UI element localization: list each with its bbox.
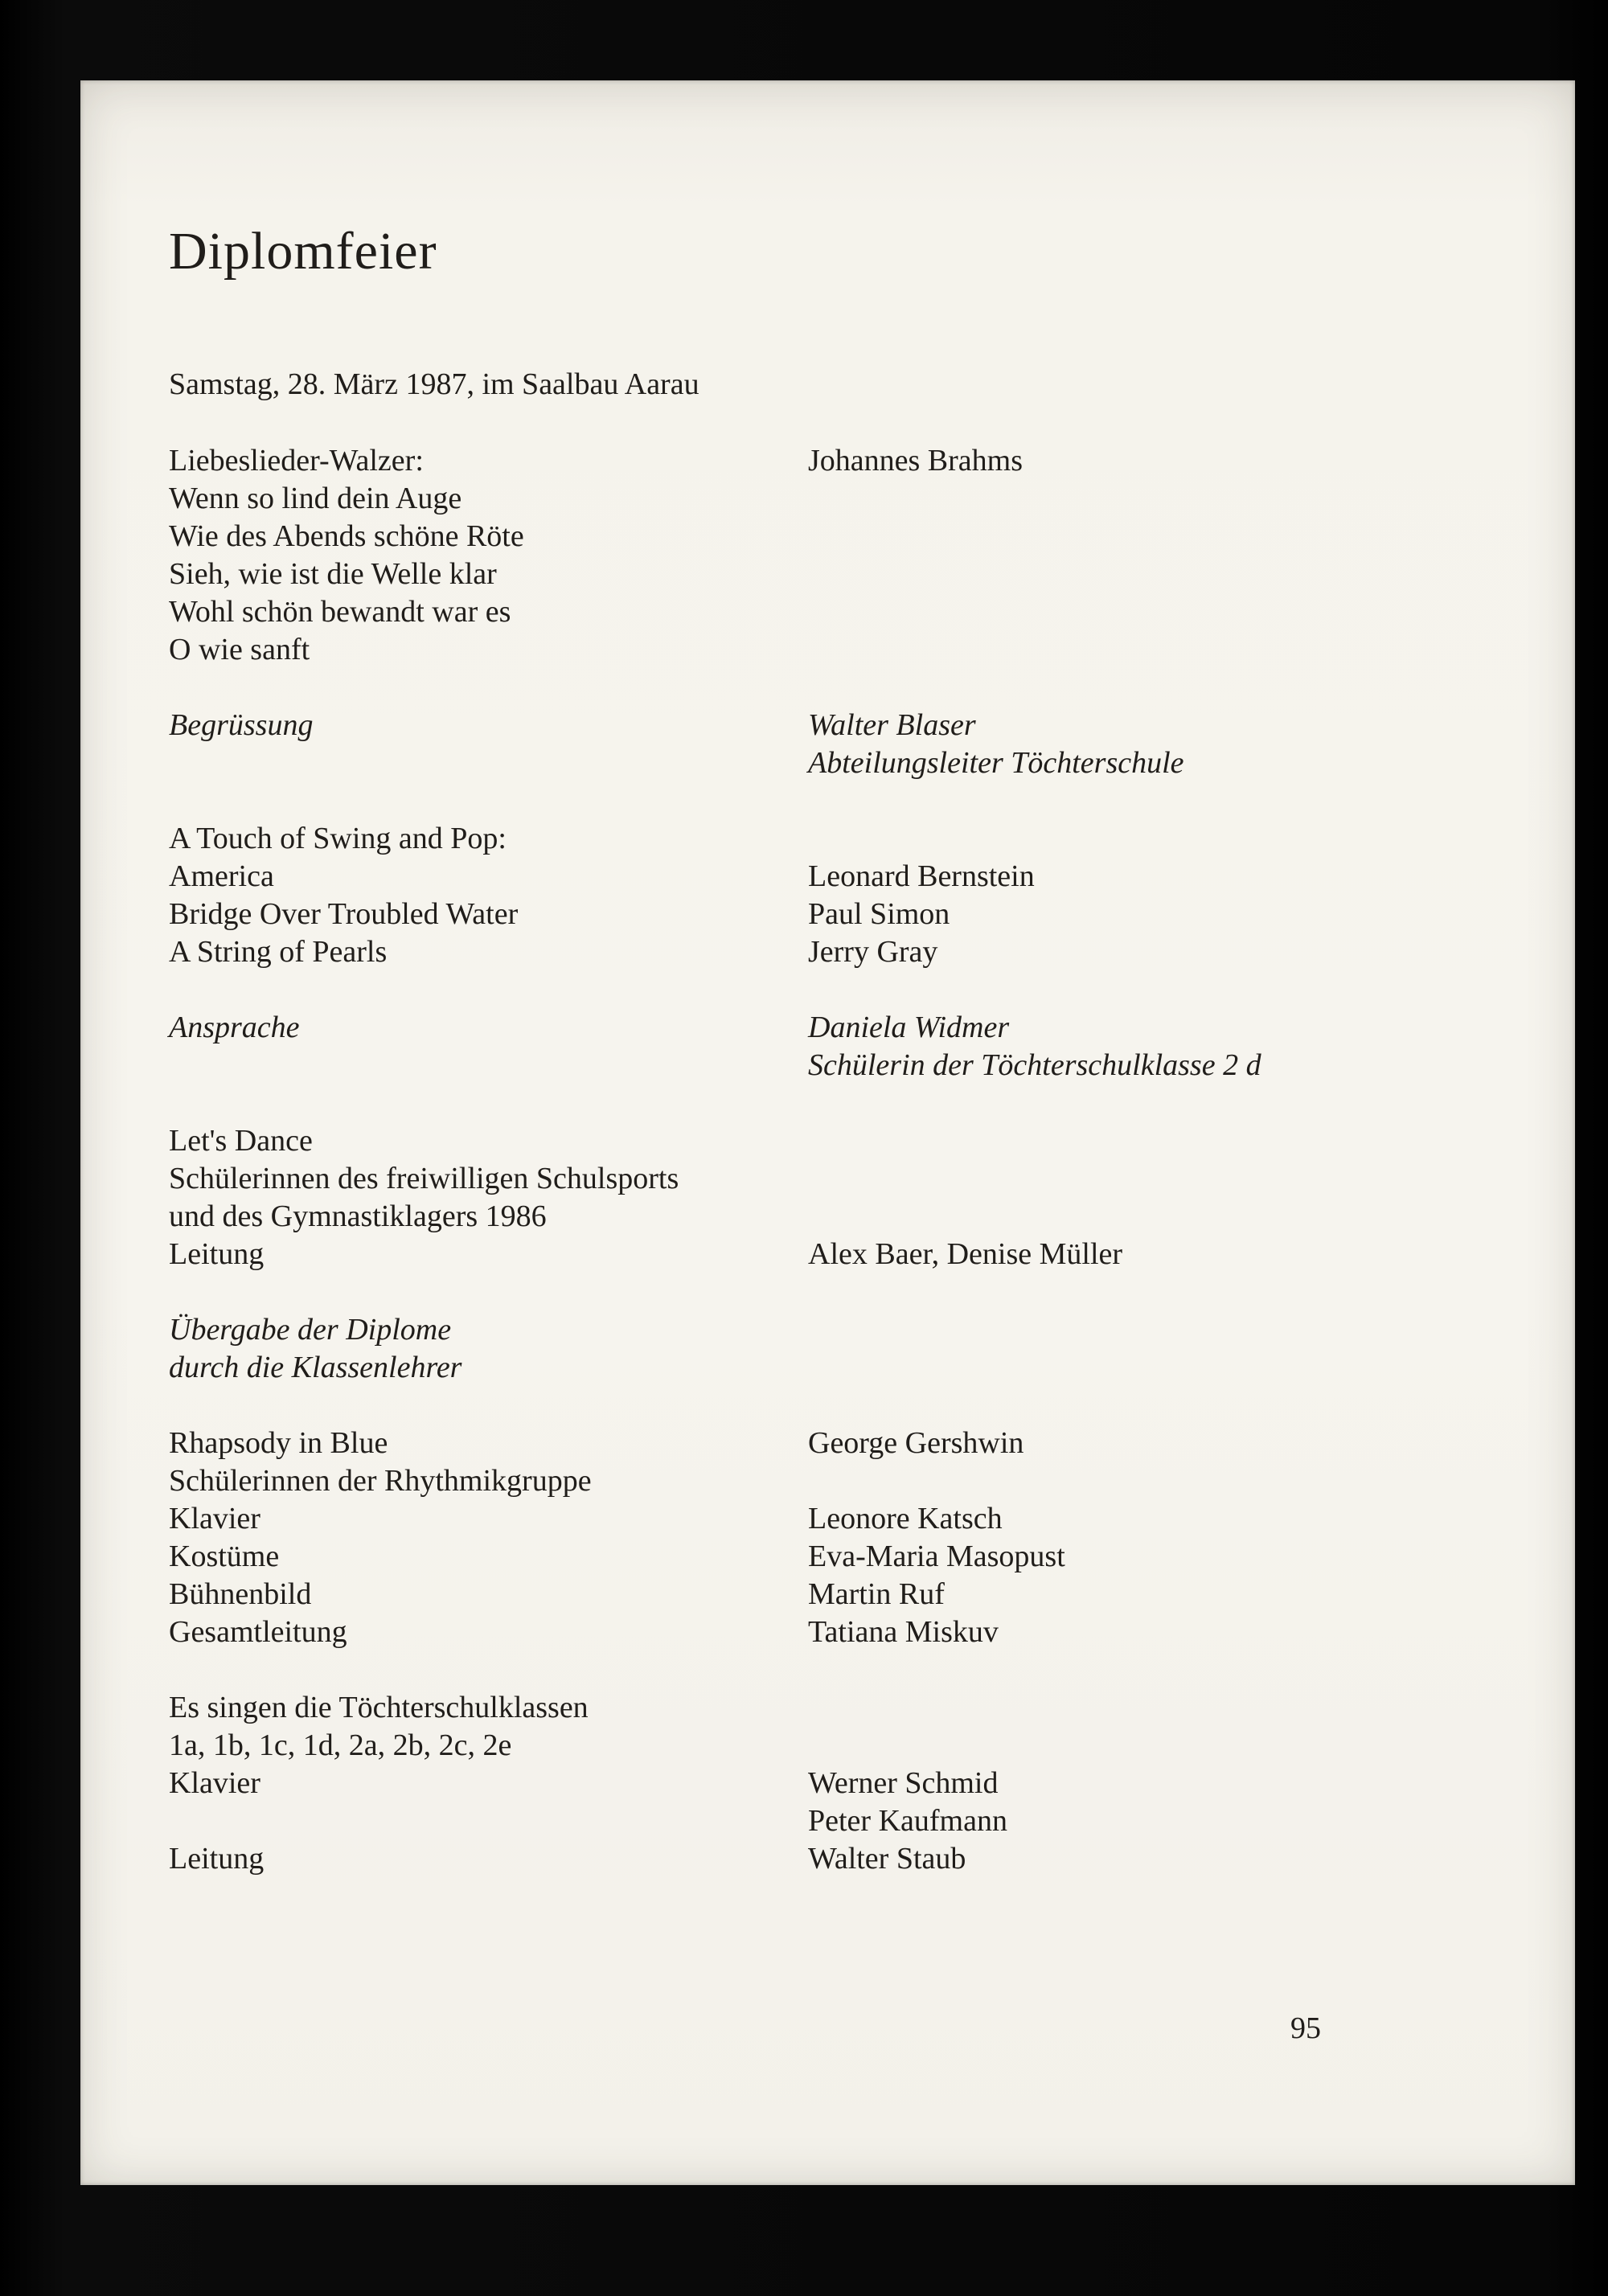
program-credit: Leonore Katsch xyxy=(808,1502,1003,1535)
program-line: 1a, 1b, 1c, 1d, 2a, 2b, 2c, 2e xyxy=(169,1728,512,1762)
program-right-column xyxy=(808,1425,1495,1651)
program-credit xyxy=(808,1122,1495,1160)
section-begruessung xyxy=(169,707,1495,782)
program-line: und des Gymnastiklagers 1986 xyxy=(169,1199,547,1233)
program-line xyxy=(169,1802,808,1840)
program-left-column xyxy=(169,707,808,782)
program-right-column xyxy=(808,442,1495,669)
program-credit xyxy=(808,820,1495,858)
section-uebergabe-diplome xyxy=(169,1311,1495,1387)
program-line: Klavier xyxy=(169,1502,260,1535)
program-right-column xyxy=(808,707,1495,782)
program-left-column xyxy=(169,1689,808,1878)
program-credit: Peter Kaufmann xyxy=(808,1804,1007,1838)
section-rhapsody-in-blue xyxy=(169,1425,1495,1651)
program-credit xyxy=(808,1727,1495,1765)
program-credit xyxy=(808,1689,1495,1727)
program-line: O wie sanft xyxy=(169,633,310,666)
program-credit: Eva-Maria Masopust xyxy=(808,1540,1065,1573)
section-liebeslieder-walzer xyxy=(169,442,1495,669)
program-left-column xyxy=(169,820,808,971)
program-left-column xyxy=(169,1009,808,1084)
program-credit xyxy=(808,1160,1495,1198)
program-credit: Jerry Gray xyxy=(808,935,938,969)
program-line: A Touch of Swing and Pop: xyxy=(169,822,507,855)
program-line: Rhapsody in Blue xyxy=(169,1426,388,1460)
program-line: Gesamtleitung xyxy=(169,1615,347,1649)
program-line: Bridge Over Troubled Water xyxy=(169,897,519,931)
program-line: Wohl schön bewandt war es xyxy=(169,595,511,629)
program-left-column xyxy=(169,1425,808,1651)
program-credit: Werner Schmid xyxy=(808,1766,999,1800)
program-credit: Martin Ruf xyxy=(808,1577,945,1611)
section-toechterschulklassen xyxy=(169,1689,1495,1878)
program-line: Sieh, wie ist die Welle klar xyxy=(169,557,497,591)
program-right-column xyxy=(808,1122,1495,1273)
program-line: Leitung xyxy=(169,1842,265,1876)
program-credit: George Gershwin xyxy=(808,1426,1024,1460)
program-line: A String of Pearls xyxy=(169,935,388,969)
page-title: Diplomfeier xyxy=(169,222,437,281)
program-line: Wie des Abends schöne Röte xyxy=(169,519,524,553)
program-line: Es singen die Töchterschulklassen xyxy=(169,1691,589,1724)
program-credit: Daniela Widmer xyxy=(808,1011,1010,1044)
program-credit: Tatiana Miskuv xyxy=(808,1615,999,1649)
page-number: 95 xyxy=(1290,2011,1321,2045)
program-line: Leitung xyxy=(169,1237,265,1271)
program-right-column xyxy=(808,1311,1495,1387)
section-ansprache xyxy=(169,1009,1495,1084)
program-credit xyxy=(808,1198,1495,1236)
program-line: Bühnenbild xyxy=(169,1577,312,1611)
program-credit: Alex Baer, Denise Müller xyxy=(808,1237,1123,1271)
program-right-column xyxy=(808,820,1495,971)
program-line: Schülerinnen der Rhythmikgruppe xyxy=(169,1464,592,1498)
program-line: Übergabe der Diplome xyxy=(169,1313,452,1347)
program-line: Wenn so lind dein Auge xyxy=(169,482,462,515)
program-line: Schülerinnen des freiwilligen Schulsports xyxy=(169,1162,679,1195)
program-credit: Schülerin der Töchterschulklasse 2 d xyxy=(808,1048,1261,1082)
program-credit: Abteilungsleiter Töchterschule xyxy=(808,746,1184,780)
section-lets-dance xyxy=(169,1122,1495,1273)
program-credit: Leonard Bernstein xyxy=(808,859,1035,893)
program-credit: Walter Staub xyxy=(808,1842,966,1876)
program-credit: Walter Blaser xyxy=(808,708,976,742)
event-date-line: Samstag, 28. März 1987, im Saalbau Aarau xyxy=(169,367,699,401)
program-line: Klavier xyxy=(169,1766,260,1800)
program-credit: Paul Simon xyxy=(808,897,950,931)
program-left-column xyxy=(169,1311,808,1387)
program-line: Kostüme xyxy=(169,1540,280,1573)
program-left-column xyxy=(169,1122,808,1273)
program-credit: Johannes Brahms xyxy=(808,444,1023,478)
program-right-column xyxy=(808,1689,1495,1878)
program-line: America xyxy=(169,859,274,893)
program-right-column xyxy=(808,1009,1495,1084)
program-line: durch die Klassenlehrer xyxy=(169,1351,462,1384)
document-page xyxy=(80,80,1575,2185)
program-left-column xyxy=(169,442,808,669)
program-line: Begrüssung xyxy=(169,708,314,742)
program-credit xyxy=(808,1462,1495,1500)
program-line: Let's Dance xyxy=(169,1124,313,1158)
program-line: Liebeslieder-Walzer: xyxy=(169,444,424,478)
program-line: Ansprache xyxy=(169,1011,300,1044)
section-swing-and-pop xyxy=(169,820,1495,971)
